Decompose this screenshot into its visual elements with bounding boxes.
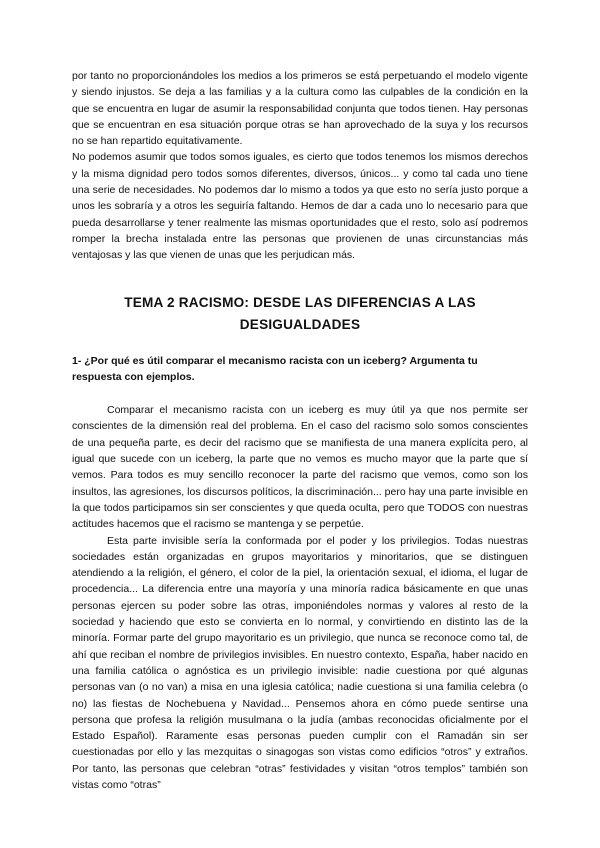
answer-paragraph-1: Comparar el mecanismo racista con un iceberg es muy útil ya que nos permite ser conscientes de la dimensión real del problema. En el caso del racismo solo somos conscientes de una pequeña parte, es decir del racismo que se manifiesta de una manera explícita pero, al igual que sucede con un iceberg, la parte que no vemos es mucho mayor que la parte que sí vemos. Para todos es muy sencillo reconocer la parte del racismo que vemos, como son los insultos, las agresiones, los discursos políticos, la discriminación... pero hay una parte invisible en la que todos participamos sin ser conscientes y que queda oculta, pero que TODOS con nuestras actitudes hacemos que el racismo se mantenga y se perpetúe. xyxy=(72,404,528,531)
question-heading: 1- ¿Por qué es útil comparar el mecanismo racista con un iceberg? Argumenta tu respuesta con ejemplos. xyxy=(72,354,478,383)
paragraph-intro-2: No podemos asumir que todos somos iguales, es cierto que todos tenemos los mismos derechos y la misma dignidad pero todos somos diferentes, diversos, únicos... y como tal cada uno tiene una serie de necesidades. No podemos dar lo mismo a todos ya que esto no sería justo porque a unos les sobraría y a otros les seguiría faltando. Hemos de dar a cada uno lo necesario para que pueda desarrollarse y tener realmente las mismas oportunidades que el resto, solo así podremos romper la brecha instalada entre las personas que provienen de unas circunstancias más ventajosas y las que vienen de unas que les perjudican más. xyxy=(72,151,528,262)
answer-paragraph-2: Esta parte invisible sería la conformada por el poder y los privilegios. Todas nuestras sociedades están organizadas en grupos mayoritarios y minoritarios, que se distinguen atendiendo a la religión, el género, el color de la piel, la orientación sexual, el idioma, el lugar de procedencia... La diferencia entre una mayoría y una minoría radica básicamente en que unas personas ejercen su poder sobre las otras, imponiéndoles normas y valores al resto de la sociedad y haciendo que esto se convierta en lo normal, y convirtiendo en distinto las de la minoría. Formar parte del grupo mayoritario es un privilegio, que nunca se reconoce como tal, de ahí que reciban el nombre de privilegios invisibles. En nuestro contexto, España, haber nacido en una familia católica o agnóstica es un privilegio invisible: nadie cuestiona por qué algunas personas van (o no van) a misa en una iglesia católica; nadie cuestiona si una familia celebra (o no) las fiestas de Nochebuena y Navidad... Pensemos ahora en cómo puede sentirse una persona que profesa la religión musulmana o la judía (ambas reconocidas oficialmente por el Estado Español). Raramente esas personas pueden cumplir con el Ramadán sin ser cuestionadas por ello y las mezquitas o sinagogas son vistas como edificios “otros” y extraños. Por tanto, las personas que celebran “otras” festividades y visitan “otros templos” también son vistas como “otras” xyxy=(72,534,528,791)
section-title: TEMA 2 RACISMO: DESDE LAS DIFERENCIAS A LAS DESIGUALDADES xyxy=(124,294,476,332)
paragraph-intro-1: por tanto no proporcionándoles los medios a los primeros se está perpetuando el modelo vigente y siendo injustos. Se deja a las familias y a la cultura como las culpables de la condición en la que se encuentra en lugar de asumir la responsabilidad conjunta que todos tienen. Hay personas que se encuentran en esa situación porque otras se han aprovechado de la suya y los recursos no se han repartido equitativamente. xyxy=(72,70,528,148)
document-page xyxy=(72,68,528,793)
